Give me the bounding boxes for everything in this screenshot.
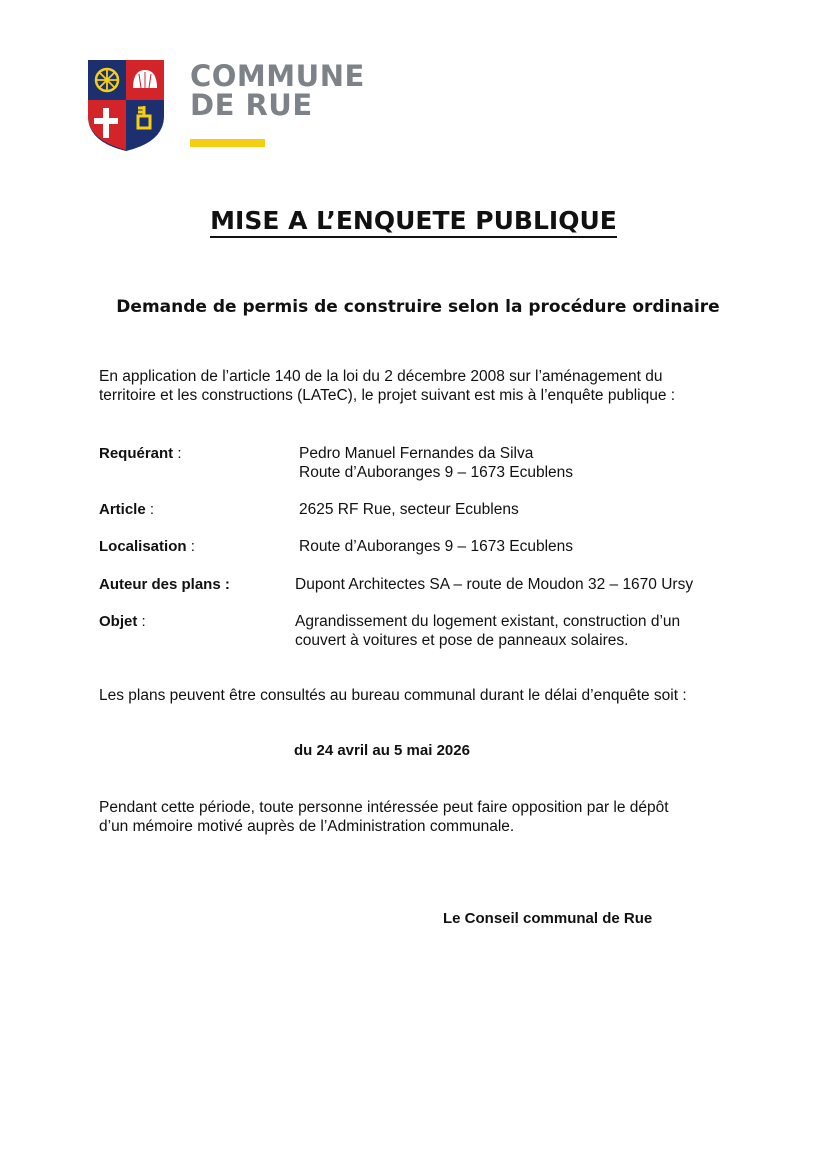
auteur-value: Dupont Architectes SA – route de Moudon 32 – 1670 Ursy bbox=[295, 576, 694, 593]
commune-crest-logo bbox=[86, 58, 166, 153]
localisation-value: Route d’Auboranges 9 – 1673 Ecublens bbox=[299, 538, 574, 555]
brand-accent-bar bbox=[190, 139, 265, 147]
commune-name-line1: COMMUNE bbox=[190, 59, 365, 93]
objet-value bbox=[295, 612, 680, 650]
commune-name-line2: DE RUE bbox=[190, 88, 313, 122]
localisation-label: Localisation : bbox=[99, 538, 195, 555]
article-value: 2625 RF Rue, secteur Ecublens bbox=[299, 501, 519, 518]
opposition-paragraph bbox=[99, 798, 779, 836]
requerant-label: Requérant : bbox=[99, 445, 182, 462]
inquiry-period: du 24 avril au 5 mai 2026 bbox=[294, 742, 470, 759]
requerant-value bbox=[299, 444, 573, 482]
opposition-line-2: d’un mémoire motivé auprès de l’Administration communale. bbox=[99, 818, 515, 835]
document-title: MISE A L’ENQUETE PUBLIQUE bbox=[0, 206, 827, 235]
objet-line-2: couvert à voitures et pose de panneaux solaires. bbox=[295, 632, 629, 649]
requerant-address: Route d’Auboranges 9 – 1673 Ecublens bbox=[299, 464, 574, 481]
document-subtitle: Demande de permis de construire selon la procédure ordinaire bbox=[116, 297, 720, 317]
intro-paragraph bbox=[99, 367, 779, 405]
requerant-name: Pedro Manuel Fernandes da Silva bbox=[299, 445, 534, 462]
commune-name bbox=[190, 59, 365, 122]
intro-line-2: territoire et les constructions (LATeC), le projet suivant est mis à l’enquête publique : bbox=[99, 387, 676, 404]
signature: Le Conseil communal de Rue bbox=[443, 910, 653, 927]
consultation-paragraph: Les plans peuvent être consultés au bureau communal durant le délai d’enquête soit : bbox=[99, 687, 687, 704]
objet-label: Objet : bbox=[99, 613, 146, 630]
auteur-label: Auteur des plans : bbox=[99, 576, 230, 593]
article-label: Article : bbox=[99, 501, 155, 518]
objet-line-1: Agrandissement du logement existant, construction d’un bbox=[295, 613, 681, 630]
intro-line-1: En application de l’article 140 de la loi du 2 décembre 2008 sur l’aménagement du bbox=[99, 368, 663, 385]
opposition-line-1: Pendant cette période, toute personne intéressée peut faire opposition par le dépôt bbox=[99, 799, 669, 816]
